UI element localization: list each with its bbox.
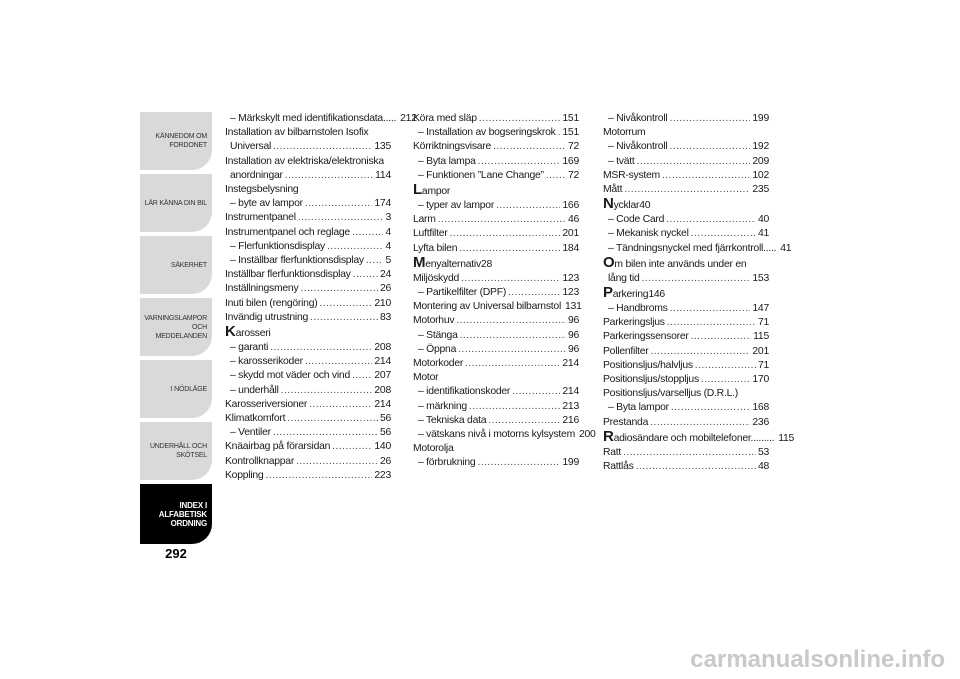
index-entry: MSR-system ..... 102	[603, 169, 769, 183]
index-entry: Larm ..... 46	[413, 213, 579, 227]
letter-heading-r: R adiosändare och mobiltelefoner......... 115	[603, 427, 795, 445]
letter-heading-l: L ampor	[413, 181, 451, 199]
letter-heading-n: N ycklar 40	[603, 195, 651, 213]
index-entry: – Flerfunktionsdisplay ..... 4	[225, 240, 391, 254]
index-entry: Instrumentpanel och reglage ..... 4	[225, 226, 391, 240]
index-entry: – Funktionen ”Lane Change” ..... 72	[413, 169, 579, 183]
index-entry: – typer av lampor ..... 166	[413, 199, 579, 213]
index-entry: Parkeringssensorer ..... 115	[603, 330, 769, 344]
index-entry: – Partikelfilter (DPF) ..... 123	[413, 286, 579, 300]
index-column-3	[603, 112, 795, 474]
tab-label: KÄNNEDOM OM FORDONET	[155, 133, 207, 149]
index-entry: Karosseriversioner ..... 214	[225, 398, 391, 412]
index-entry: – identifikationskoder ..... 214	[413, 385, 579, 399]
index-entry: – skydd mot väder och vind ..... 207	[225, 369, 391, 383]
index-entry: – Inställbar flerfunktionsdisplay ..... 5	[225, 254, 391, 268]
index-entry: – Öppna ..... 96	[413, 343, 579, 357]
index-entry: Invändig utrustning ..... 83	[225, 311, 391, 325]
index-entry: – underhåll ..... 208	[225, 384, 391, 398]
index-entry: – byte av lampor ..... 174	[225, 197, 391, 211]
tab-underhall-och-skotsel[interactable]	[140, 422, 212, 480]
chapter-sidebar	[140, 112, 212, 548]
index-entry: Parkeringsljus ..... 71	[603, 316, 769, 330]
index-entry: Köra med släp ..... 151	[413, 112, 579, 126]
index-entry: – tvätt ..... 209	[603, 155, 769, 169]
index-entry: – förbrukning ..... 199	[413, 456, 579, 470]
index-entry: Koppling ..... 223	[225, 469, 391, 483]
index-entry: – Ventiler ..... 56	[225, 426, 391, 440]
index-column-2	[413, 112, 596, 471]
index-entry: Motorhuv ..... 96	[413, 314, 579, 328]
index-entry: Körriktningsvisare ..... 72	[413, 140, 579, 154]
index-entry: – garanti ..... 208	[225, 341, 391, 355]
index-entry: – Tändningsnyckel med fjärrkontroll..... 41	[608, 242, 792, 254]
index-entry: Motorkoder ..... 214	[413, 357, 579, 371]
index-entry: Prestanda ..... 236	[603, 416, 769, 430]
index-entry: – Tekniska data ..... 216	[413, 414, 579, 428]
index-entry: – Mekanisk nyckel ..... 41	[603, 227, 769, 241]
index-heading: Instegsbelysning	[225, 184, 299, 196]
tab-label: VARNINGSLAMPOR OCH MEDDELANDEN	[144, 314, 207, 340]
index-entry: Inställbar flerfunktionsdisplay ..... 24	[225, 268, 391, 282]
index-entry: Luftfilter ..... 201	[413, 227, 579, 241]
index-entry: Klimatkomfort ..... 56	[225, 412, 391, 426]
index-entry: Mått ..... 235	[603, 183, 769, 197]
index-entry: Knäairbag på förarsidan ..... 140	[225, 440, 391, 454]
index-entry: – vätskans nivå i motorns kylsystem 200	[418, 429, 596, 441]
index-entry: – Byta lampor ..... 168	[603, 401, 769, 415]
index-entry: – karosserikoder ..... 214	[225, 355, 391, 369]
index-heading: Motor	[413, 372, 439, 384]
tab-label: SÄKERHET	[170, 261, 207, 269]
index-entry: Lyfta bilen ..... 184	[413, 242, 579, 256]
index-entry: – Byta lampa ..... 169	[413, 155, 579, 169]
index-entry: Miljöskydd ..... 123	[413, 272, 579, 286]
index-entry: Positionsljus/stoppljus ..... 170	[603, 373, 769, 387]
tab-sakerhet[interactable]	[140, 236, 212, 294]
index-entry: Kontrollknappar ..... 26	[225, 455, 391, 469]
index-heading: Motorrum	[603, 127, 646, 139]
tab-index-active[interactable]	[140, 484, 212, 544]
tab-kannedom-om-fordonet[interactable]	[140, 112, 212, 170]
page-number: 292	[165, 546, 187, 561]
index-entry: – Installation av bogseringskrok ..... 151	[413, 126, 579, 140]
index-entry: Pollenfilter ..... 201	[603, 345, 769, 359]
index-entry: – Nivåkontroll ..... 199	[603, 112, 769, 126]
index-entry: lång tid ..... 153	[603, 272, 769, 286]
index-entry: Montering av Universal bilbarnstol 131	[413, 301, 582, 313]
watermark: carmanualsonline.info	[690, 646, 945, 673]
letter-heading-m: M enyalternativ 28	[413, 253, 492, 271]
index-entry: – Handbroms ..... 147	[603, 302, 769, 316]
index-entry: Installation av elektriska/elektroniska anordningar ..... 114	[225, 155, 391, 183]
tab-lar-kanna-din-bil[interactable]	[140, 174, 212, 232]
letter-heading-p: P arkering 146	[603, 284, 665, 302]
index-entry: – märkning ..... 213	[413, 400, 579, 414]
index-heading: Motorolja	[413, 443, 454, 455]
index-heading: Positionsljus/varselljus (D.R.L.)	[603, 388, 738, 400]
index-entry: – Märkskylt med identifikationsdata..... 212	[230, 113, 417, 124]
index-entry: – Stänga ..... 96	[413, 329, 579, 343]
tab-label: UNDERHÅLL OCH SKÖTSEL	[149, 443, 207, 459]
index-entry: – Code Card ..... 40	[603, 213, 769, 227]
index-entry: Inställningsmeny ..... 26	[225, 282, 391, 296]
index-entry: Ratt ..... 53	[603, 446, 769, 460]
index-entry: Positionsljus/halvljus ..... 71	[603, 359, 769, 373]
tab-varningslampor[interactable]	[140, 298, 212, 356]
index-entry: Inuti bilen (rengöring) ..... 210	[225, 297, 391, 311]
tab-i-nodlage[interactable]	[140, 360, 212, 418]
index-entry: Rattlås ..... 48	[603, 460, 769, 474]
index-column-1	[225, 112, 417, 483]
index-entry: – Nivåkontroll ..... 192	[603, 140, 769, 154]
tab-label: I NÖDLÄGE	[170, 385, 207, 393]
index-entry: Instrumentpanel ..... 3	[225, 211, 391, 225]
index-entry: Installation av bilbarnstolen Isofix Universal ..... 135	[225, 126, 391, 154]
tab-label: INDEX I ALFABETISK ORDNING	[158, 500, 207, 528]
letter-heading-o: O m bilen inte används under en	[603, 253, 747, 271]
tab-label: LÄR KÄNNA DIN BIL	[144, 199, 207, 207]
letter-heading-k: K arosseri	[225, 323, 271, 341]
